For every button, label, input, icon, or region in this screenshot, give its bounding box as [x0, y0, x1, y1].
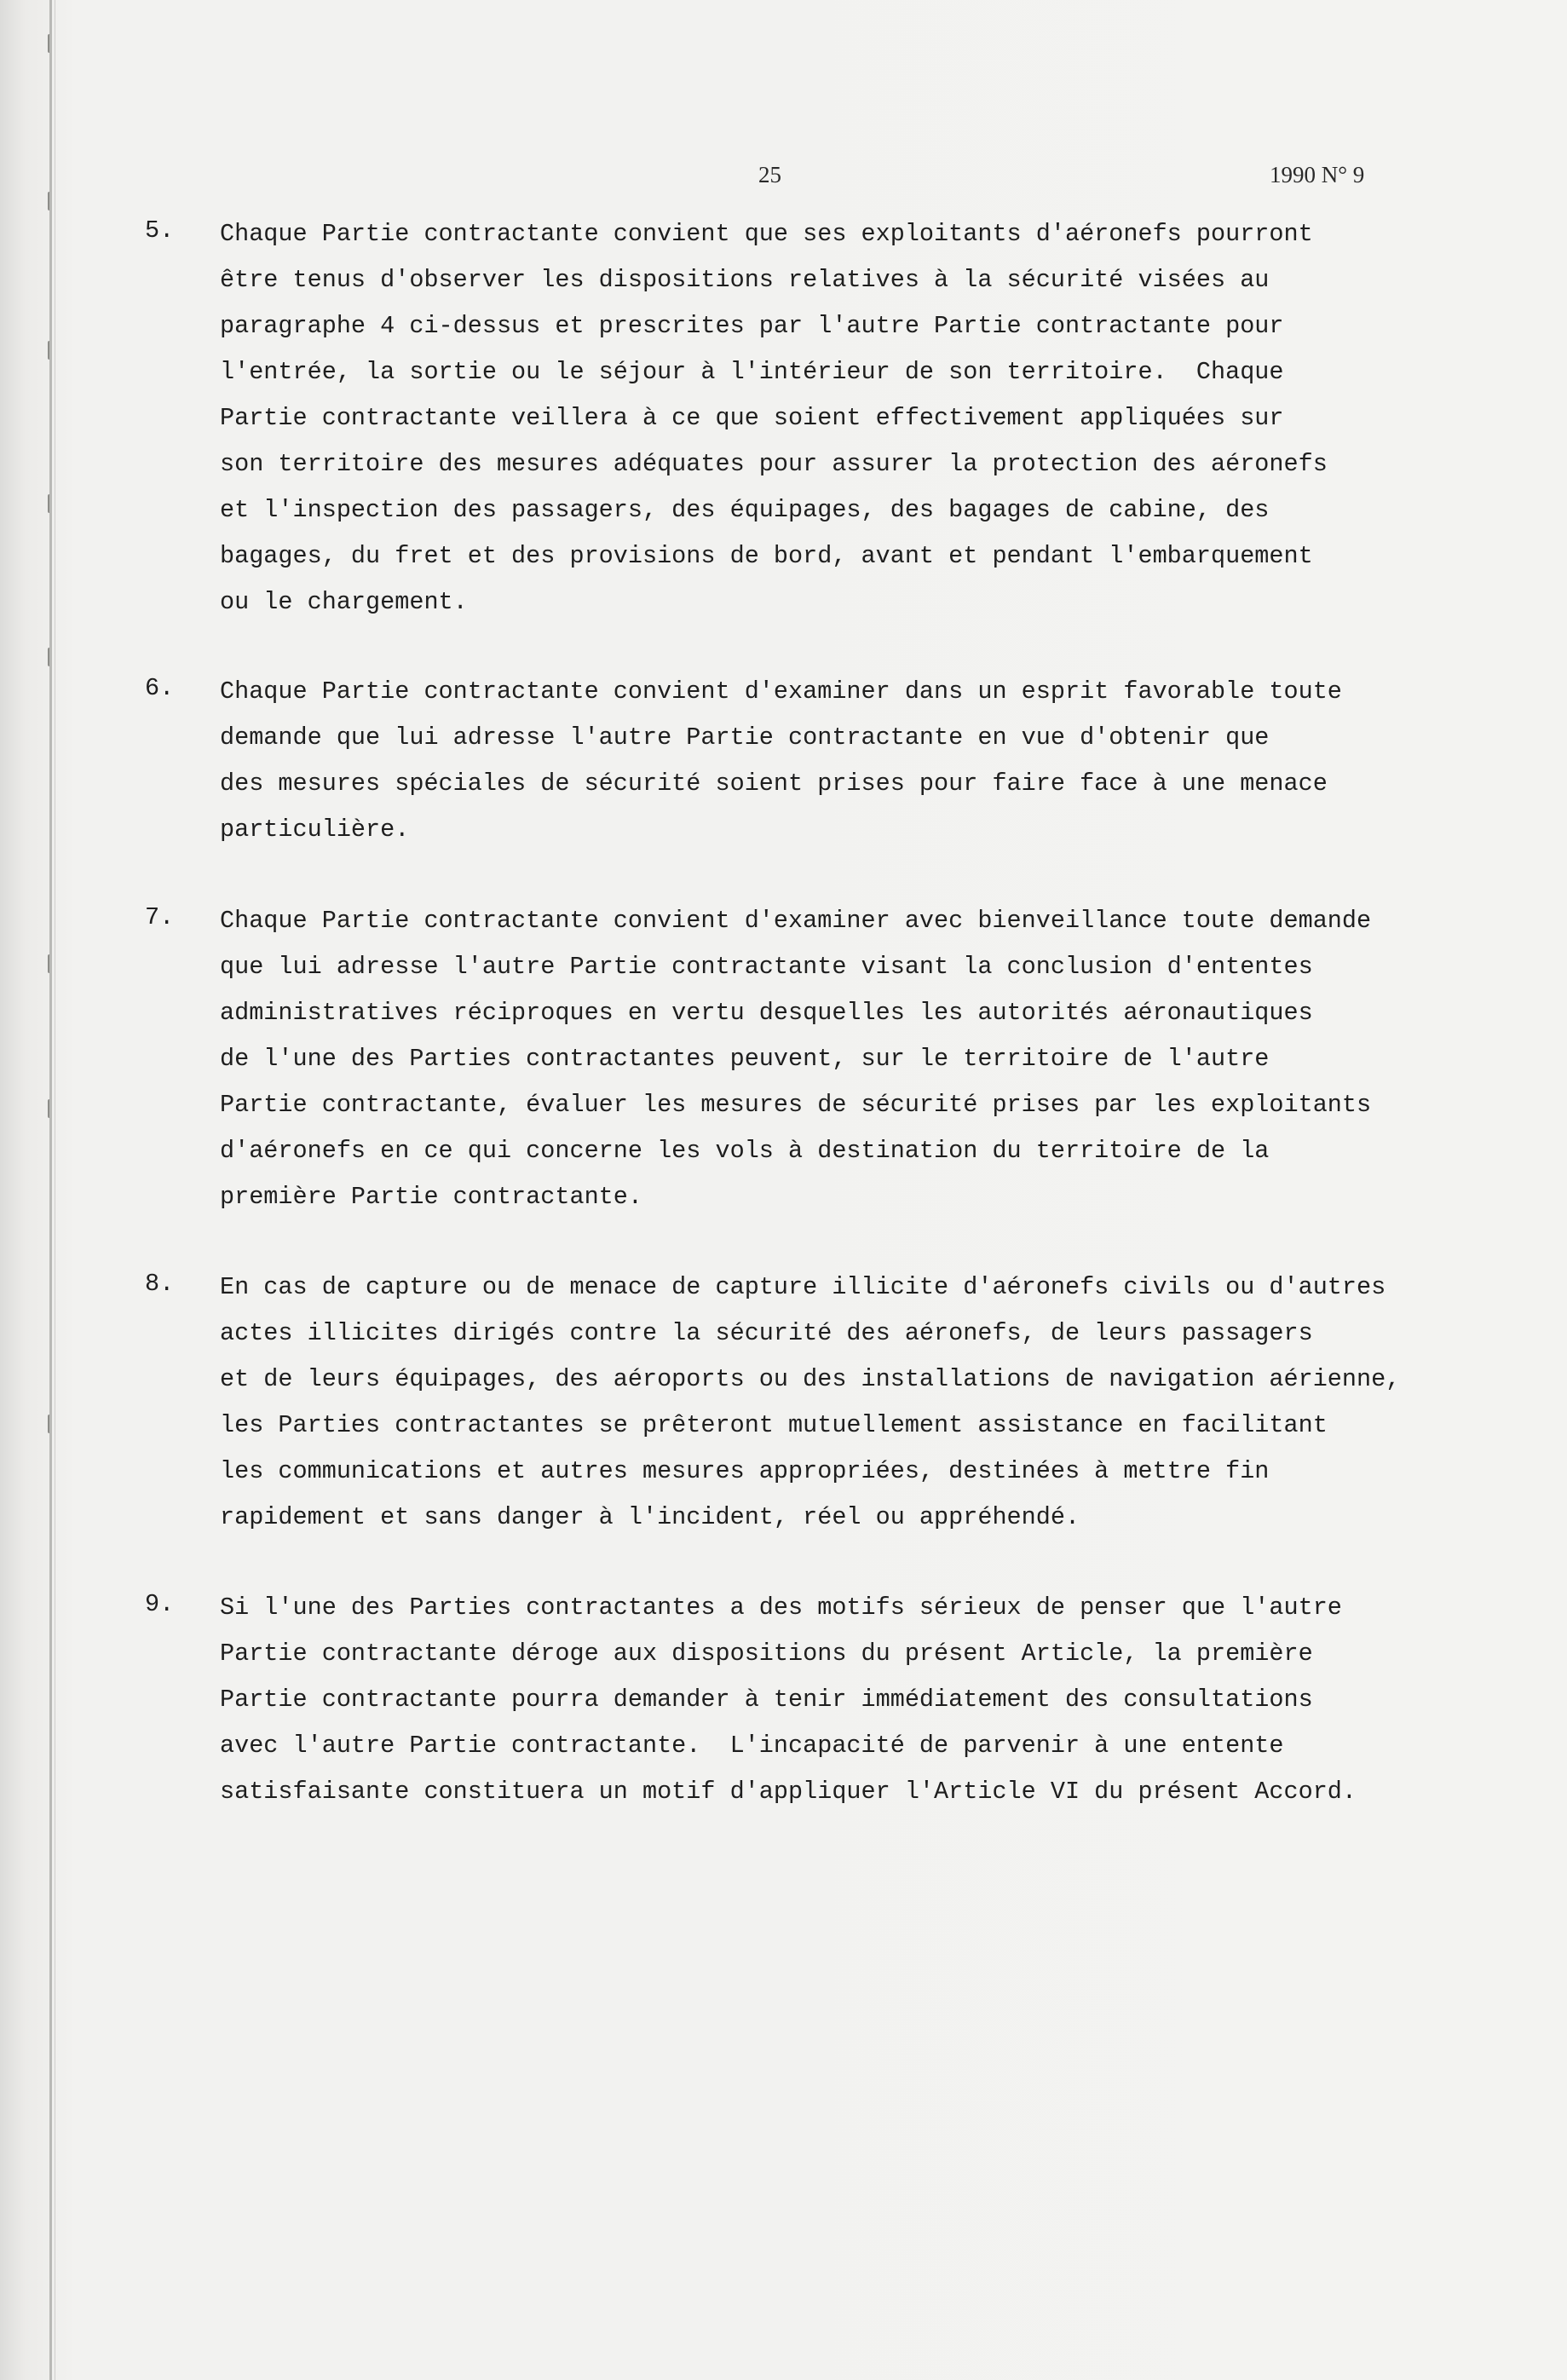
binding-stitch — [48, 1415, 58, 1433]
text-line: les Parties contractantes se prêteront mutuellement assistance en facilitant — [220, 1411, 1328, 1439]
text-line: Partie contractante, évaluer les mesures de sécurité prises par les exploitants — [220, 1091, 1372, 1119]
binding-stitch — [48, 648, 58, 666]
text-line: son territoire des mesures adéquates pour assurer la protection des aéronefs — [220, 450, 1328, 478]
text-line: paragraphe 4 ci-dessus et prescrites par l'autre Partie contractante pour — [220, 312, 1284, 340]
text-line: Chaque Partie contractante convient d'examiner avec bienveillance toute demande — [220, 907, 1372, 935]
binding-stitch — [48, 34, 58, 53]
text-line: des mesures spéciales de sécurité soient prises pour faire face à une menace — [220, 769, 1328, 798]
binding-stitch — [48, 494, 58, 513]
paragraph-text — [220, 669, 1498, 853]
binding-stitch — [48, 1099, 58, 1118]
text-line: les communications et autres mesures appropriées, destinées à mettre fin — [220, 1457, 1270, 1485]
binding-stitch — [48, 192, 58, 210]
binding-stitch — [48, 954, 58, 973]
page-number: 25 — [758, 162, 781, 187]
text-line: être tenus d'observer les dispositions relatives à la sécurité visées au — [220, 266, 1270, 294]
paragraph-number: 6. — [145, 674, 175, 702]
text-line: l'entrée, la sortie ou le séjour à l'intérieur de son territoire. Chaque — [220, 358, 1284, 386]
paragraph-number: 5. — [145, 216, 175, 245]
document-reference: 1990 N° 9 — [1270, 162, 1365, 187]
text-line: ou le chargement. — [220, 588, 468, 616]
text-line: En cas de capture ou de menace de capture illicite d'aéronefs civils ou d'autres — [220, 1273, 1386, 1301]
text-line: Partie contractante déroge aux dispositions du présent Article, la première — [220, 1639, 1313, 1668]
text-line: administratives réciproques en vertu desquelles les autorités aéronautiques — [220, 999, 1313, 1027]
text-line: Chaque Partie contractante convient que ses exploitants d'aéronefs pourront — [220, 220, 1313, 248]
text-line: Partie contractante veillera à ce que soient effectivement appliquées sur — [220, 404, 1284, 432]
text-line: Partie contractante pourra demander à tenir immédiatement des consultations — [220, 1686, 1313, 1714]
text-line: satisfaisante constituera un motif d'appliquer l'Article VI du présent Accord. — [220, 1778, 1357, 1806]
text-line: avec l'autre Partie contractante. L'incapacité de parvenir à une entente — [220, 1732, 1284, 1760]
text-line: bagages, du fret et des provisions de bord, avant et pendant l'embarquement — [220, 542, 1313, 570]
text-line: et de leurs équipages, des aéroports ou des installations de navigation aérienne, — [220, 1365, 1401, 1393]
paragraph-text — [220, 898, 1498, 1220]
text-line: et l'inspection des passagers, des équipages, des bagages de cabine, des — [220, 496, 1270, 524]
paragraph-number: 8. — [145, 1270, 175, 1298]
text-line: demande que lui adresse l'autre Partie contractante en vue d'obtenir que — [220, 723, 1270, 752]
paragraph-text — [220, 1585, 1498, 1815]
paragraph-text — [220, 1265, 1498, 1541]
text-line: Si l'une des Parties contractantes a des motifs sérieux de penser que l'autre — [220, 1593, 1342, 1622]
text-line: de l'une des Parties contractantes peuvent, sur le territoire de l'autre — [220, 1045, 1270, 1073]
text-line: d'aéronefs en ce qui concerne les vols à destination du territoire de la — [220, 1137, 1270, 1165]
paragraph-text — [220, 211, 1498, 625]
text-line: actes illicites dirigés contre la sécurité des aéronefs, de leurs passagers — [220, 1319, 1313, 1347]
text-line: particulière. — [220, 815, 410, 844]
paragraph-number: 7. — [145, 903, 175, 931]
paragraph-number: 9. — [145, 1590, 175, 1618]
binding-stitch — [48, 341, 58, 360]
page-header — [0, 162, 1567, 193]
text-line: première Partie contractante. — [220, 1183, 642, 1211]
text-line: rapidement et sans danger à l'incident, réel ou appréhendé. — [220, 1503, 1080, 1531]
text-line: Chaque Partie contractante convient d'examiner dans un esprit favorable toute — [220, 677, 1342, 706]
text-line: que lui adresse l'autre Partie contractante visant la conclusion d'ententes — [220, 953, 1313, 981]
